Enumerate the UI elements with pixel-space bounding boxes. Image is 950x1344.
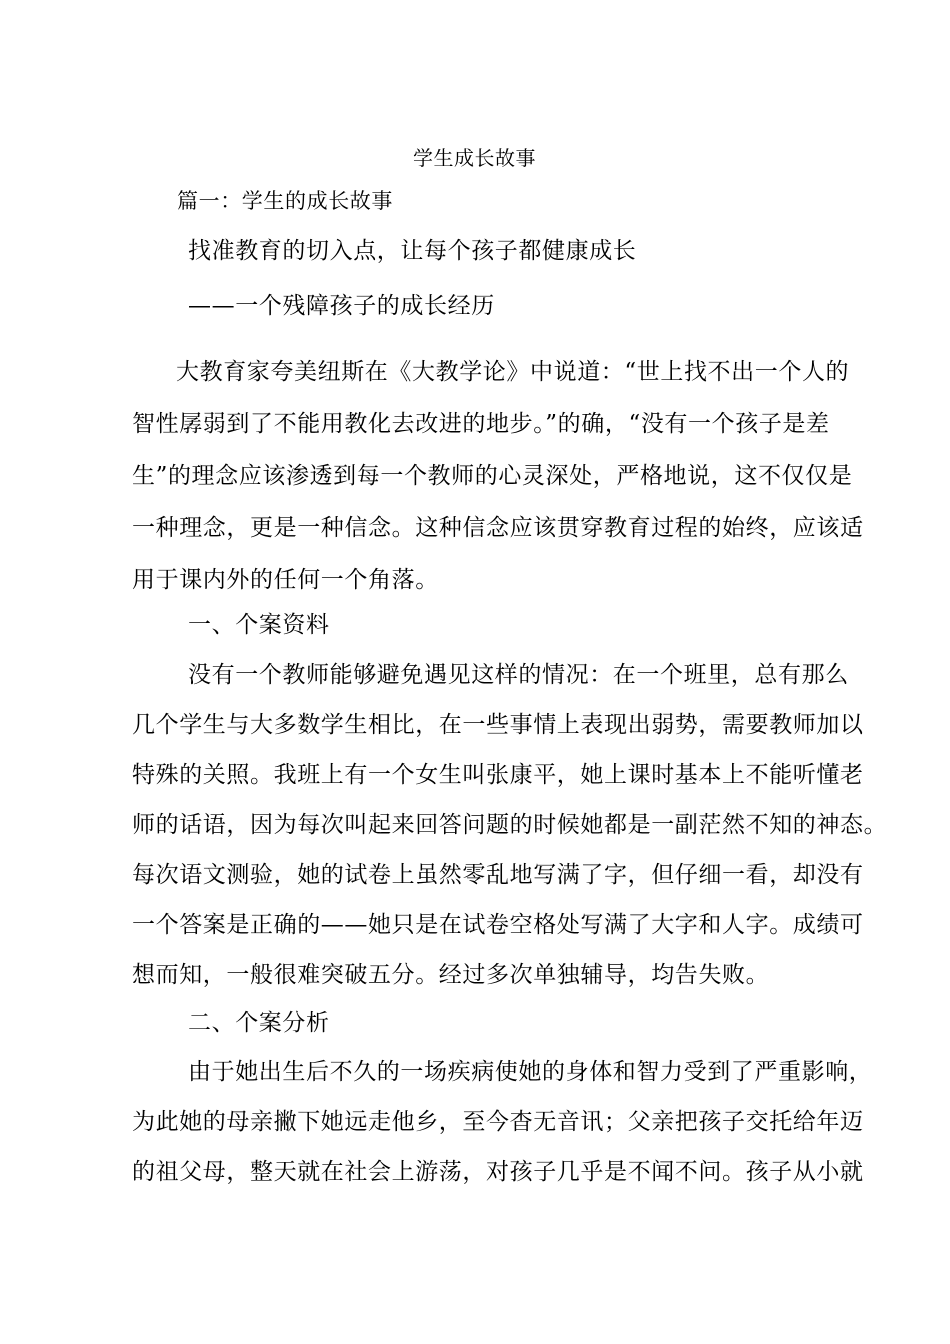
- section1-heading: 一、个案资料: [188, 612, 330, 638]
- section2-line: 的祖父母，整天就在社会上游荡，对孩子几乎是不闻不问。孩子从小就: [132, 1159, 864, 1185]
- intro-line: 生”的理念应该渗透到每一个教师的心灵深处，严格地说，这不仅仅是: [132, 463, 853, 489]
- document-title: 学生成长故事: [413, 146, 536, 170]
- section1-line: 几个学生与大多数学生相比，在一些事情上表现出弱势，需要教师加以: [132, 712, 864, 738]
- article-title: 找准教育的切入点，让每个孩子都健康成长: [188, 238, 637, 264]
- intro-line: 智性孱弱到了不能用教化去改进的地步。”的确，“没有一个孩子是差: [132, 411, 830, 437]
- section1-line: 每次语文测验，她的试卷上虽然零乱地写满了字，但仔细一看，却没有: [132, 862, 864, 888]
- section1-line: 想而知，一般很难突破五分。经过多次单独辅导，均告失败。: [132, 962, 770, 988]
- intro-line: 大教育家夸美纽斯在《大教学论》中说道：“世上找不出一个人的: [176, 359, 850, 385]
- chapter-heading: 篇一：学生的成长故事: [177, 189, 393, 213]
- section1-line: 特殊的关照。我班上有一个女生叫张康平，她上课时基本上不能听懂老: [132, 762, 864, 788]
- section1-line: 没有一个教师能够避免遇见这样的情况：在一个班里，总有那么: [188, 662, 849, 688]
- article-subtitle: ——一个残障孩子的成长经历: [188, 293, 495, 319]
- section1-line: 师的话语，因为每次叫起来回答问题的时候她都是一副茫然不知的神态。: [132, 812, 888, 838]
- section2-heading: 二、个案分析: [188, 1010, 330, 1036]
- section1-line: 一个答案是正确的——她只是在试卷空格处写满了大字和人字。成绩可: [132, 912, 864, 938]
- intro-line: 用于课内外的任何一个角落。: [132, 567, 439, 593]
- section2-line: 为此她的母亲撇下她远走他乡，至今杳无音讯；父亲把孩子交托给年迈: [132, 1109, 864, 1135]
- section2-line: 由于她出生后不久的一场疾病使她的身体和智力受到了严重影响，: [188, 1059, 873, 1085]
- intro-line: 一种理念，更是一种信念。这种信念应该贯穿教育过程的始终，应该适: [132, 515, 864, 541]
